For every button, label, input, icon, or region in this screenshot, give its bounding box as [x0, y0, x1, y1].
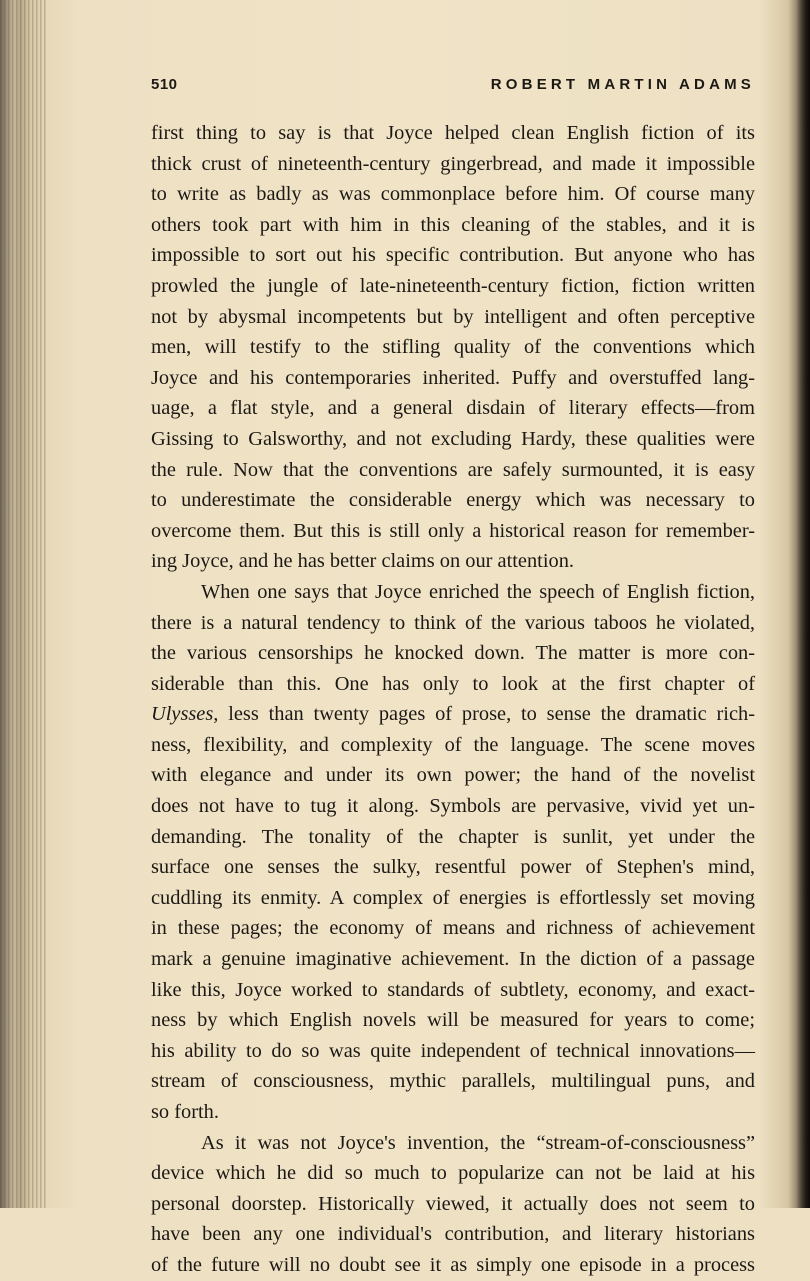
- text-line: men, will testify to the stifling quality of the conventions which: [151, 336, 755, 359]
- text-line: of the future will no doubt see it as simply one episode in a process: [151, 1253, 755, 1276]
- text-line: siderable than this. One has only to look at the first chapter of: [151, 672, 755, 695]
- text-line: personal doorstep. Historically viewed, it actually does not seem to: [151, 1192, 755, 1215]
- body-text: [151, 118, 755, 1281]
- text-line: have been any one individual's contribution, and literary historians: [151, 1223, 755, 1246]
- text-line: uage, a flat style, and a general disdain of literary effects—from: [151, 397, 755, 420]
- text-line: to write as badly as was commonplace before him. Of course many: [151, 183, 755, 206]
- text-line: overcome them. But this is still only a historical reason for remember-: [151, 519, 755, 542]
- text-line: surface one senses the sulky, resentful power of Stephen's mind,: [151, 856, 755, 879]
- text-line: not by abysmal incompetents but by intelligent and often perceptive: [151, 305, 755, 328]
- text-line: in these pages; the economy of means and richness of achievement: [151, 917, 755, 940]
- text-line: with elegance and under its own power; the hand of the novelist: [151, 764, 755, 787]
- running-head: ROBERT MARTIN ADAMS: [490, 76, 755, 93]
- text-line: there is a natural tendency to think of the various taboos he violated,: [151, 611, 755, 634]
- text-line: ing Joyce, and he has better claims on our attention.: [151, 550, 574, 573]
- text-line: ness by which English novels will be measured for years to come;: [151, 1009, 755, 1032]
- page-edge-shadow: [796, 0, 810, 1208]
- text-line: prowled the jungle of late-nineteenth-century fiction, fiction written: [151, 274, 755, 297]
- text-line: thick crust of nineteenth-century gingerbread, and made it impossible: [151, 152, 755, 175]
- text-line: ness, flexibility, and complexity of the language. The scene moves: [151, 733, 755, 756]
- text-line-with-title: [151, 699, 755, 730]
- text-line: device which he did so much to popularize can not be laid at his: [151, 1162, 755, 1185]
- text-line: others took part with him in this cleaning of the stables, and it is: [151, 213, 755, 236]
- text-line: the various censorships he knocked down. The matter is more con-: [151, 642, 755, 665]
- text-line: Joyce and his contemporaries inherited. Puffy and overstuffed lang-: [151, 366, 755, 389]
- paragraph-first-line: When one says that Joyce enriched the speech of English fiction,: [201, 580, 755, 603]
- text-line: to underestimate the considerable energy which was necessary to: [151, 489, 755, 512]
- text-line: the rule. Now that the conventions are safely surmounted, it is easy: [151, 458, 755, 481]
- text-line: stream of consciousness, mythic parallels, multilingual puns, and: [151, 1070, 755, 1093]
- book-title-ulysses: Ulysses,: [151, 703, 219, 726]
- text-line: his ability to do so was quite independent of technical innovations—: [151, 1039, 755, 1062]
- text-line: so forth.: [151, 1101, 219, 1123]
- text-line-rest: less than twenty pages of prose, to sense the dramatic rich-: [218, 703, 755, 726]
- page-number: 510: [151, 76, 178, 93]
- text-line: impossible to sort out his specific contribution. But anyone who has: [151, 244, 755, 267]
- text-line: does not have to tug it along. Symbols are pervasive, vivid yet un-: [151, 795, 755, 818]
- text-line: first thing to say is that Joyce helped clean English fiction of its: [151, 122, 755, 144]
- page-header: [151, 76, 755, 100]
- text-line: like this, Joyce worked to standards of subtlety, economy, and exact-: [151, 978, 755, 1001]
- text-line: Gissing to Galsworthy, and not excluding Hardy, these qualities were: [151, 427, 755, 450]
- text-line: mark a genuine imaginative achievement. In the diction of a passage: [151, 948, 755, 971]
- book-spine-gutter: [0, 0, 46, 1208]
- paragraph-first-line: As it was not Joyce's invention, the “stream-of-consciousness”: [201, 1131, 755, 1154]
- text-line: cuddling its enmity. A complex of energies is effortlessly set moving: [151, 886, 755, 909]
- text-line: demanding. The tonality of the chapter is sunlit, yet under the: [151, 825, 755, 848]
